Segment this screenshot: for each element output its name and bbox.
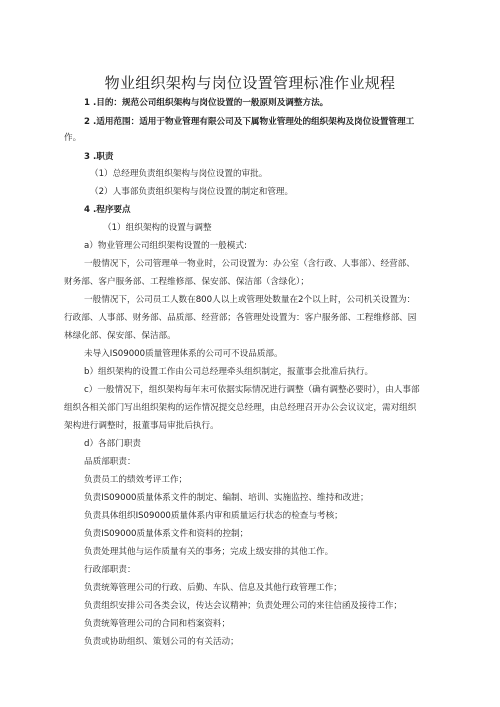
paragraph-line: 未导入IS09000质量管理体系的公司可不设品质部。 — [84, 349, 283, 359]
paragraph-line: 一般情况下，公司员工人数在800人以上或管理处数量在2个以上时，公司机关设置为： — [84, 295, 416, 305]
duty-item: 负责统筹管理公司的合同和档案资料； — [84, 619, 231, 629]
duty-item: 负责统筹管理公司的行政、后勤、车队、信息及其他行政管理工作； — [84, 583, 342, 593]
duty-item: 负责组织安排公司各类会议，传达会议精神；负责处理公司的来往信函及接待工作； — [84, 601, 402, 611]
responsibility-item-1: （1）总经理负责组织架构与岗位设置的审批。 — [90, 169, 268, 179]
section-4-heading: 4 .程序要点 — [84, 205, 131, 215]
paragraph-line: 林绿化部、保安部、保洁部。 — [64, 331, 176, 341]
paragraph-line: 一般情况下，公司管理单一物业时，公司设置为：办公室（含行政、人事部）、经营部、 — [84, 259, 415, 269]
paragraph-a: a）物业管理公司组织架构设置的一般模式: — [84, 241, 247, 251]
paragraph-line: 架构进行调整时，报董事局审批后执行。 — [64, 421, 219, 431]
quality-dept-heading: 品质部职责： — [84, 457, 136, 467]
admin-dept-heading: 行政部职责： — [84, 565, 136, 575]
paragraph-d: d）各部门职责 — [84, 439, 142, 449]
duty-item: 负责IS09000质量体系文件和资料的控制； — [84, 529, 249, 539]
responsibility-item-2: （2）人事部负责组织架构与岗位设置的制定和管理。 — [90, 187, 294, 197]
section-2-scope: 2 .适用范围：适用于物业管理有限公司及下属物业管理处的组织架构及岗位设置管理工 — [84, 117, 415, 127]
paragraph-c: c）一般情况下，组织架构每年末可依据实际情况进行调整（确有调整必要时），由人事部 — [84, 385, 420, 395]
duty-item: 负责或协助组织、策划公司的有关活动； — [84, 637, 239, 647]
paragraph-line: 行政部、人事部、财务部、品质部、经营部；各管理处设置为：客户服务部、工程维修部、园 — [64, 313, 417, 323]
paragraph-b: b）组织架构的设置工作由公司总经理牵头组织制定，报董事会批准后执行。 — [84, 367, 374, 377]
document-title: 物业组织架构与岗位设置管理标准作业规程 — [104, 74, 396, 92]
subsection-1-heading: （1）组织架构的设置与调整 — [103, 223, 212, 233]
paragraph-line: 组织各相关部门写出组织架构的运作情况提交总经理，由总经理召开办公会议议定，需对组织 — [64, 403, 417, 413]
duty-item: 负责员工的绩效考评工作； — [84, 475, 188, 485]
duty-item: 负责处理其他与运作质量有关的事务；完成上级安排的其他工作。 — [84, 547, 334, 557]
section-1-purpose: 1 .目的：规范公司组织架构与岗位设置的一般原则及调整方法。 — [84, 98, 329, 108]
duty-item: 负责具体组织IS09000质量体系内审和质量运行状态的检查与考核； — [84, 511, 343, 521]
paragraph-line: 财务部、客户服务部、工程维修部、保安部、保洁部（含绿化）； — [64, 277, 309, 287]
section-3-heading: 3 .职责 — [84, 152, 114, 162]
section-2-scope-cont: 作。 — [64, 133, 82, 143]
duty-item: 负责IS09000质量体系文件的制定、编制、培训、实施监控、维持和改进； — [84, 493, 369, 503]
